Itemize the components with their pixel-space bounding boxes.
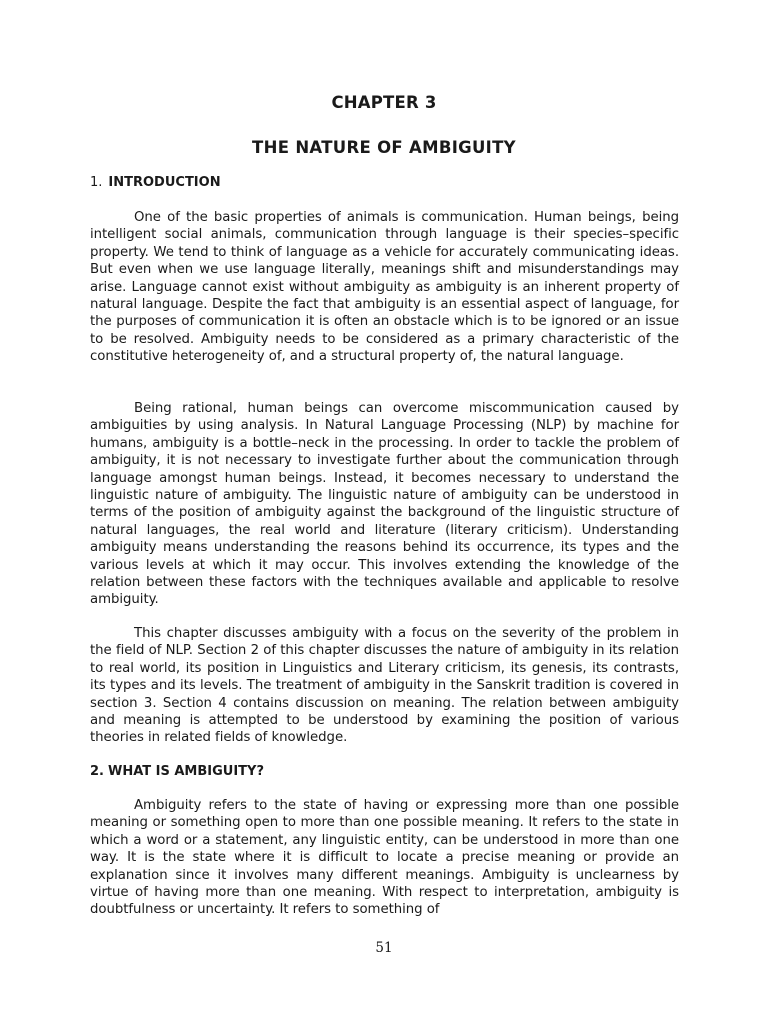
- page-number: 51: [375, 940, 393, 956]
- section-number: 1.: [90, 175, 103, 190]
- chapter-title: THE NATURE OF AMBIGUITY: [252, 138, 516, 157]
- chapter-label: CHAPTER 3: [331, 93, 437, 112]
- paragraph: This chapter discusses ambiguity with a focus on the severity of the problem in the field of NLP. Section 2 of this chapter discusses the nature of ambiguity in its relation to real world, its position in Linguistics and Literary criticism, its genesis, its contrasts, its types and its levels. The treatment of ambiguity in the Sanskrit tradition is covered in section 3. Section 4 contains discussion on meaning. The relation between ambiguity and meaning is attempted to be understood by examining the position of various theories in related fields of knowledge.: [90, 626, 679, 746]
- paragraph: Ambiguity refers to the state of having or expressing more than one possible meaning or something open to more than one possible meaning. It refers to the state in which a word or a statement, any linguistic entity, can be understood in more than one way. It is the state where it is difficult to locate a precise meaning or provide an explanation since it involves many different meanings. Ambiguity is unclearness by virtue of having more than one meaning. With respect to interpretation, ambiguity is doubtfulness or uncertainty. It refers to something of: [90, 798, 679, 918]
- paragraph: One of the basic properties of animals is communication. Human beings, being intelligent social animals, communication through language is their species–specific property. We tend to think of language as a vehicle for accurately communicating ideas. But even when we use language literally, meanings shift and misunderstandings may arise. Language cannot exist without ambiguity as ambiguity is an inherent property of natural language. Despite the fact that ambiguity is an essential aspect of language, for the purposes of communication it is often an obstacle which is to be ignored or an issue to be resolved. Ambiguity needs to be considered as a primary characteristic of the constitutive heterogeneity of, and a structural property of, the natural language.: [90, 210, 679, 365]
- section-heading-what-is-ambiguity: [90, 764, 264, 779]
- section-title: WHAT IS AMBIGUITY?: [107, 764, 265, 779]
- section-number: 2.: [90, 764, 104, 779]
- section-title: INTRODUCTION: [108, 175, 221, 190]
- section-heading-introduction: [90, 175, 221, 190]
- paragraph: Being rational, human beings can overcome miscommunication caused by ambiguities by using analysis. In Natural Language Processing (NLP) by machine for humans, ambiguity is a bottle–neck in the processing. In order to tackle the problem of ambiguity, it is not necessary to investigate further about the communication through language amongst human beings. Instead, it becomes necessary to understand the linguistic nature of ambiguity. The linguistic nature of ambiguity can be understood in terms of the position of ambiguity against the background of the linguistic structure of natural languages, the real world and literature (literary criticism). Understanding ambiguity means understanding the reasons behind its occurrence, its types and the various levels at which it may occur. This involves extending the knowledge of the relation between these factors with the techniques available and applicable to resolve ambiguity.: [90, 401, 679, 608]
